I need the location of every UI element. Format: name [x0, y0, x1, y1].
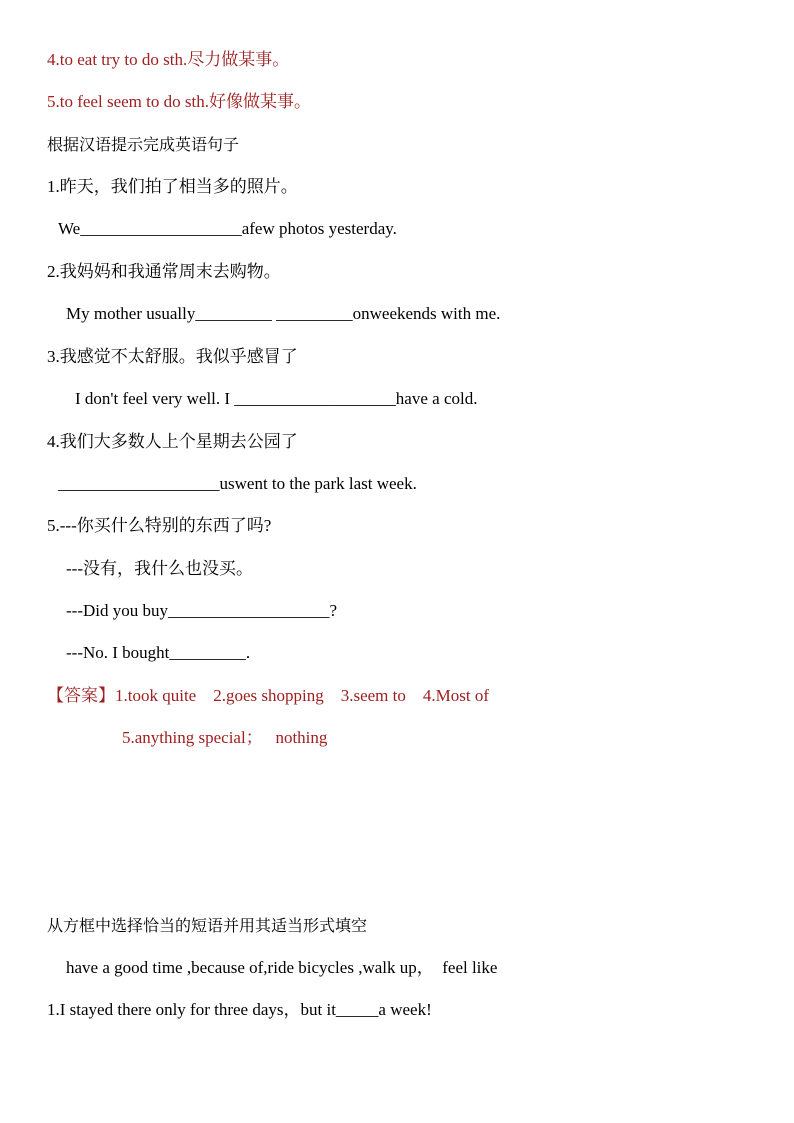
word-box: have a good time ,because of,ride bicycles ,walk up， feel like — [66, 958, 498, 977]
section-2-question-1: 1.I stayed there only for three days，but it_____a week! — [47, 1000, 432, 1019]
question-1-chinese: 1.昨天，我们拍了相当多的照片。 — [47, 177, 298, 196]
answer-line-2: 5.anything special； nothing — [122, 728, 328, 747]
answer-values-1: 1.took quite 2.goes shopping 3.seem to 4.Most of — [115, 686, 489, 705]
question-3-chinese: 3.我感觉不太舒服。我似乎感冒了 — [47, 347, 298, 366]
question-1-english: We___________________afew photos yesterday. — [58, 219, 397, 238]
phrase-item-5: 5.to feel seem to do sth.好像做某事。 — [47, 92, 311, 111]
phrase-item-4: 4.to eat try to do sth.尽力做某事。 — [47, 50, 290, 69]
section-instruction: 根据汉语提示完成英语句子 — [47, 135, 240, 154]
question-2-chinese: 2.我妈妈和我通常周末去购物。 — [47, 262, 281, 281]
section-2-instruction: 从方框中选择恰当的短语并用其适当形式填空 — [47, 916, 368, 935]
question-5-chinese-reply: ---没有，我什么也没买。 — [66, 559, 253, 578]
question-5-english-reply: ---No. I bought_________. — [66, 643, 251, 662]
question-5-english: ---Did you buy___________________? — [66, 601, 338, 620]
question-4-english: ___________________uswent to the park last week. — [58, 474, 417, 493]
answer-line-1 — [47, 685, 489, 707]
question-2-english: My mother usually_________ _________onweekends with me. — [66, 304, 501, 323]
question-5-chinese: 5.---你买什么特别的东西了吗? — [47, 516, 272, 535]
question-4-chinese: 4.我们大多数人上个星期去公园了 — [47, 432, 298, 451]
question-3-english: I don't feel very well. I ___________________have a cold. — [75, 389, 478, 408]
answer-label: 【答案】 — [47, 686, 115, 705]
